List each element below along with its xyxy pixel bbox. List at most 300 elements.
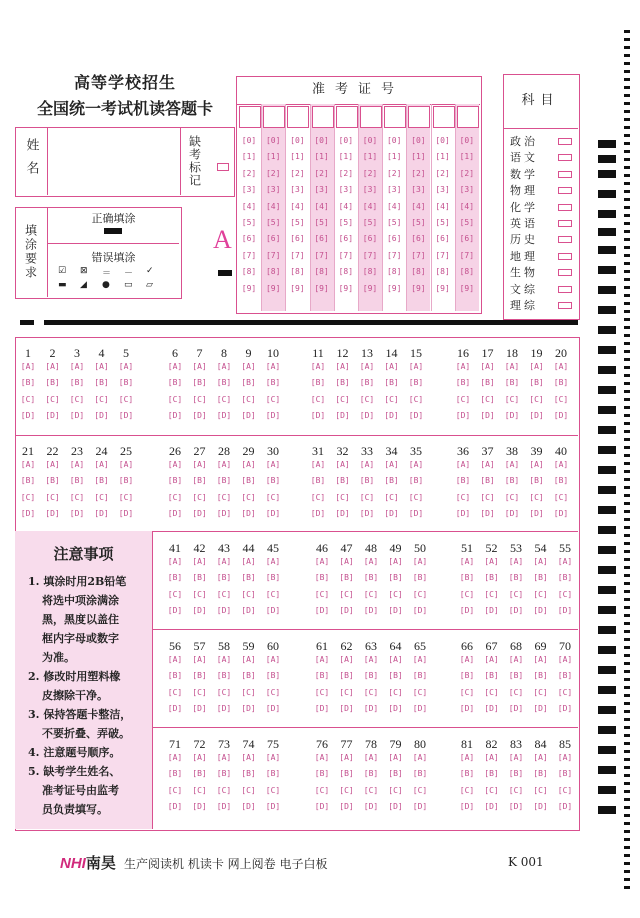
answer-bubble[interactable]: [B]: [484, 671, 499, 681]
exam-id-bubble[interactable]: [0]: [290, 136, 305, 145]
answer-bubble[interactable]: [A]: [408, 460, 424, 469]
answer-bubble[interactable]: [D]: [314, 704, 330, 714]
answer-bubble[interactable]: [C]: [529, 492, 544, 502]
answer-bubble[interactable]: [C]: [265, 785, 281, 795]
answer-bubble[interactable]: [C]: [408, 394, 424, 404]
answer-bubble[interactable]: [B]: [363, 573, 379, 583]
answer-bubble[interactable]: [B]: [557, 573, 573, 583]
answer-bubble[interactable]: [D]: [265, 606, 281, 616]
exam-id-bubble[interactable]: [0]: [459, 136, 475, 145]
answer-bubble[interactable]: [A]: [412, 557, 428, 566]
answer-bubble[interactable]: [A]: [384, 460, 399, 469]
answer-bubble[interactable]: [B]: [94, 378, 109, 388]
exam-id-bubble[interactable]: [9]: [435, 283, 450, 293]
exam-id-bubble[interactable]: [2]: [314, 168, 329, 178]
answer-bubble[interactable]: [C]: [557, 785, 573, 795]
answer-bubble[interactable]: [C]: [310, 492, 326, 502]
answer-bubble[interactable]: [A]: [118, 460, 134, 469]
answer-bubble[interactable]: [A]: [557, 655, 573, 664]
exam-id-bubble[interactable]: [7]: [265, 250, 281, 260]
exam-id-bubble[interactable]: [0]: [435, 136, 450, 145]
exam-id-bubble[interactable]: [0]: [241, 136, 257, 145]
answer-bubble[interactable]: [B]: [45, 378, 60, 388]
answer-bubble[interactable]: [B]: [508, 671, 524, 681]
answer-bubble[interactable]: [B]: [310, 378, 326, 388]
answer-bubble[interactable]: [B]: [216, 671, 232, 681]
answer-bubble[interactable]: [C]: [69, 394, 85, 404]
exam-id-bubble[interactable]: [2]: [459, 168, 475, 178]
answer-bubble[interactable]: [D]: [241, 411, 256, 421]
subject-option[interactable]: [510, 150, 580, 166]
answer-bubble[interactable]: [D]: [455, 509, 471, 519]
answer-bubble[interactable]: [D]: [314, 802, 330, 812]
answer-bubble[interactable]: [C]: [363, 687, 379, 697]
answer-bubble[interactable]: [D]: [69, 411, 85, 421]
answer-bubble[interactable]: [B]: [265, 573, 281, 583]
answer-bubble[interactable]: [B]: [359, 378, 375, 388]
answer-bubble[interactable]: [B]: [167, 671, 183, 681]
answer-bubble[interactable]: [D]: [167, 802, 183, 812]
answer-bubble[interactable]: [D]: [553, 509, 569, 519]
answer-bubble[interactable]: [A]: [484, 557, 499, 566]
answer-bubble[interactable]: [C]: [533, 785, 548, 795]
answer-bubble[interactable]: [C]: [241, 394, 256, 404]
answer-bubble[interactable]: [A]: [533, 753, 548, 762]
answer-bubble[interactable]: [B]: [216, 378, 232, 388]
answer-bubble[interactable]: [A]: [216, 655, 232, 664]
answer-bubble[interactable]: [C]: [412, 687, 428, 697]
answer-bubble[interactable]: [B]: [192, 378, 207, 388]
answer-bubble[interactable]: [B]: [533, 671, 548, 681]
exam-id-bubble[interactable]: [2]: [290, 168, 305, 178]
exam-id-bubble[interactable]: [2]: [338, 168, 354, 178]
answer-bubble[interactable]: [C]: [314, 589, 330, 599]
answer-bubble[interactable]: [D]: [455, 411, 471, 421]
answer-bubble[interactable]: [A]: [192, 655, 207, 664]
answer-bubble[interactable]: [B]: [388, 671, 403, 681]
answer-bubble[interactable]: [C]: [167, 785, 183, 795]
answer-bubble[interactable]: [A]: [557, 753, 573, 762]
answer-bubble[interactable]: [D]: [388, 802, 403, 812]
answer-bubble[interactable]: [D]: [20, 411, 36, 421]
answer-bubble[interactable]: [C]: [508, 687, 524, 697]
answer-bubble[interactable]: [A]: [310, 460, 326, 469]
answer-bubble[interactable]: [B]: [45, 476, 60, 486]
exam-id-bubble[interactable]: [2]: [265, 168, 281, 178]
answer-bubble[interactable]: [D]: [529, 411, 544, 421]
answer-bubble[interactable]: [D]: [529, 509, 544, 519]
exam-id-bubble[interactable]: [2]: [411, 168, 426, 178]
exam-id-bubble[interactable]: [3]: [411, 185, 426, 195]
answer-bubble[interactable]: [D]: [94, 411, 109, 421]
answer-bubble[interactable]: [B]: [192, 476, 207, 486]
exam-id-bubble[interactable]: [7]: [241, 250, 257, 260]
answer-bubble[interactable]: [A]: [94, 460, 109, 469]
answer-bubble[interactable]: [A]: [363, 557, 379, 566]
answer-bubble[interactable]: [C]: [265, 394, 281, 404]
answer-bubble[interactable]: [C]: [480, 394, 495, 404]
exam-id-bubble[interactable]: [4]: [362, 201, 378, 211]
answer-bubble[interactable]: [A]: [216, 557, 232, 566]
exam-id-bubble[interactable]: [3]: [386, 185, 402, 195]
answer-bubble[interactable]: [C]: [167, 589, 183, 599]
answer-bubble[interactable]: [A]: [504, 460, 520, 469]
answer-bubble[interactable]: [D]: [167, 411, 183, 421]
answer-bubble[interactable]: [A]: [241, 655, 256, 664]
answer-bubble[interactable]: [A]: [192, 460, 207, 469]
answer-bubble[interactable]: [C]: [310, 394, 326, 404]
answer-bubble[interactable]: [A]: [265, 460, 281, 469]
answer-bubble[interactable]: [C]: [335, 394, 350, 404]
exam-id-bubble[interactable]: [1]: [290, 152, 305, 162]
answer-bubble[interactable]: [D]: [384, 411, 399, 421]
exam-id-bubble[interactable]: [4]: [265, 201, 281, 211]
answer-bubble[interactable]: [C]: [265, 492, 281, 502]
answer-bubble[interactable]: [D]: [459, 704, 475, 714]
exam-id-bubble[interactable]: [3]: [435, 185, 450, 195]
answer-bubble[interactable]: [C]: [459, 785, 475, 795]
answer-bubble[interactable]: [D]: [359, 411, 375, 421]
exam-id-bubble[interactable]: [7]: [290, 250, 305, 260]
answer-bubble[interactable]: [B]: [359, 476, 375, 486]
answer-bubble[interactable]: [D]: [484, 606, 499, 616]
answer-bubble[interactable]: [A]: [167, 557, 183, 566]
answer-bubble[interactable]: [C]: [241, 687, 256, 697]
answer-bubble[interactable]: [C]: [408, 492, 424, 502]
answer-bubble[interactable]: [A]: [118, 362, 134, 371]
answer-bubble[interactable]: [A]: [94, 362, 109, 371]
exam-id-bubble[interactable]: [8]: [338, 267, 354, 277]
exam-id-bubble[interactable]: [7]: [459, 250, 475, 260]
subject-option[interactable]: [510, 134, 580, 150]
answer-bubble[interactable]: [A]: [314, 655, 330, 664]
answer-bubble[interactable]: [D]: [192, 411, 207, 421]
exam-id-bubble[interactable]: [3]: [362, 185, 378, 195]
subject-bubble[interactable]: [558, 220, 572, 227]
answer-bubble[interactable]: [D]: [339, 802, 354, 812]
answer-bubble[interactable]: [A]: [241, 753, 256, 762]
answer-bubble[interactable]: [D]: [216, 704, 232, 714]
exam-id-write-box[interactable]: [433, 106, 455, 128]
answer-bubble[interactable]: [B]: [553, 476, 569, 486]
answer-bubble[interactable]: [B]: [314, 671, 330, 681]
answer-bubble[interactable]: [A]: [508, 655, 524, 664]
answer-bubble[interactable]: [D]: [265, 704, 281, 714]
exam-id-bubble[interactable]: [7]: [314, 250, 329, 260]
exam-id-bubble[interactable]: [6]: [362, 234, 378, 244]
answer-bubble[interactable]: [D]: [412, 802, 428, 812]
answer-bubble[interactable]: [C]: [459, 687, 475, 697]
answer-bubble[interactable]: [C]: [167, 687, 183, 697]
answer-bubble[interactable]: [A]: [216, 753, 232, 762]
exam-id-bubble[interactable]: [0]: [411, 136, 426, 145]
answer-bubble[interactable]: [B]: [20, 378, 36, 388]
exam-id-bubble[interactable]: [6]: [435, 234, 450, 244]
answer-bubble[interactable]: [B]: [69, 378, 85, 388]
answer-bubble[interactable]: [B]: [167, 476, 183, 486]
answer-bubble[interactable]: [A]: [339, 655, 354, 664]
answer-bubble[interactable]: [D]: [363, 606, 379, 616]
answer-bubble[interactable]: [C]: [339, 589, 354, 599]
exam-id-bubble[interactable]: [6]: [314, 234, 329, 244]
exam-id-bubble[interactable]: [6]: [290, 234, 305, 244]
answer-bubble[interactable]: [A]: [480, 362, 495, 371]
answer-bubble[interactable]: [B]: [484, 769, 499, 779]
answer-bubble[interactable]: [C]: [265, 687, 281, 697]
subject-bubble[interactable]: [558, 171, 572, 178]
subject-bubble[interactable]: [558, 154, 572, 161]
answer-bubble[interactable]: [C]: [241, 785, 256, 795]
answer-bubble[interactable]: [A]: [265, 362, 281, 371]
exam-id-bubble[interactable]: [0]: [362, 136, 378, 145]
answer-bubble[interactable]: [B]: [529, 378, 544, 388]
answer-bubble[interactable]: [D]: [557, 606, 573, 616]
answer-bubble[interactable]: [B]: [216, 476, 232, 486]
answer-bubble[interactable]: [A]: [216, 362, 232, 371]
answer-bubble[interactable]: [B]: [335, 476, 350, 486]
exam-id-bubble[interactable]: [9]: [290, 283, 305, 293]
answer-bubble[interactable]: [D]: [408, 509, 424, 519]
answer-bubble[interactable]: [A]: [553, 362, 569, 371]
answer-bubble[interactable]: [D]: [265, 802, 281, 812]
answer-bubble[interactable]: [A]: [408, 362, 424, 371]
answer-bubble[interactable]: [C]: [192, 785, 207, 795]
answer-bubble[interactable]: [B]: [118, 476, 134, 486]
answer-bubble[interactable]: [B]: [504, 476, 520, 486]
exam-id-bubble[interactable]: [7]: [386, 250, 402, 260]
answer-bubble[interactable]: [A]: [265, 753, 281, 762]
answer-bubble[interactable]: [A]: [455, 362, 471, 371]
answer-bubble[interactable]: [A]: [480, 460, 495, 469]
exam-id-bubble[interactable]: [5]: [241, 218, 257, 227]
exam-id-bubble[interactable]: [5]: [265, 218, 281, 227]
answer-bubble[interactable]: [D]: [363, 802, 379, 812]
answer-bubble[interactable]: [B]: [265, 378, 281, 388]
exam-id-write-box[interactable]: [408, 106, 430, 128]
answer-bubble[interactable]: [D]: [553, 411, 569, 421]
answer-bubble[interactable]: [D]: [388, 704, 403, 714]
answer-bubble[interactable]: [D]: [192, 704, 207, 714]
exam-id-bubble[interactable]: [1]: [241, 152, 257, 162]
exam-id-bubble[interactable]: [6]: [265, 234, 281, 244]
answer-bubble[interactable]: [D]: [216, 411, 232, 421]
answer-bubble[interactable]: [C]: [20, 492, 36, 502]
answer-bubble[interactable]: [A]: [533, 655, 548, 664]
answer-bubble[interactable]: [B]: [480, 476, 495, 486]
answer-bubble[interactable]: [B]: [192, 671, 207, 681]
answer-bubble[interactable]: [B]: [241, 769, 256, 779]
answer-bubble[interactable]: [A]: [241, 460, 256, 469]
answer-bubble[interactable]: [C]: [504, 492, 520, 502]
exam-id-write-box[interactable]: [287, 106, 309, 128]
answer-bubble[interactable]: [D]: [508, 802, 524, 812]
answer-bubble[interactable]: [B]: [533, 573, 548, 583]
exam-id-bubble[interactable]: [4]: [290, 201, 305, 211]
answer-bubble[interactable]: [A]: [459, 753, 475, 762]
answer-bubble[interactable]: [D]: [192, 606, 207, 616]
answer-bubble[interactable]: [C]: [192, 687, 207, 697]
answer-bubble[interactable]: [B]: [314, 573, 330, 583]
answer-bubble[interactable]: [D]: [265, 509, 281, 519]
answer-bubble[interactable]: [D]: [339, 606, 354, 616]
answer-bubble[interactable]: [A]: [310, 362, 326, 371]
answer-bubble[interactable]: [D]: [557, 802, 573, 812]
answer-bubble[interactable]: [B]: [192, 573, 207, 583]
answer-bubble[interactable]: [C]: [192, 394, 207, 404]
exam-id-write-box[interactable]: [384, 106, 406, 128]
answer-bubble[interactable]: [B]: [508, 769, 524, 779]
answer-bubble[interactable]: [D]: [339, 704, 354, 714]
answer-bubble[interactable]: [B]: [216, 769, 232, 779]
answer-bubble[interactable]: [B]: [335, 378, 350, 388]
exam-id-write-box[interactable]: [360, 106, 382, 128]
subject-option[interactable]: [510, 232, 580, 248]
answer-bubble[interactable]: [B]: [69, 476, 85, 486]
answer-bubble[interactable]: [B]: [553, 378, 569, 388]
answer-bubble[interactable]: [D]: [484, 802, 499, 812]
answer-bubble[interactable]: [A]: [363, 655, 379, 664]
answer-bubble[interactable]: [A]: [459, 557, 475, 566]
exam-id-bubble[interactable]: [5]: [338, 218, 354, 227]
answer-bubble[interactable]: [A]: [314, 557, 330, 566]
answer-bubble[interactable]: [D]: [533, 704, 548, 714]
answer-bubble[interactable]: [D]: [459, 802, 475, 812]
answer-bubble[interactable]: [C]: [192, 492, 207, 502]
subject-bubble[interactable]: [558, 253, 572, 260]
answer-bubble[interactable]: [C]: [533, 589, 548, 599]
answer-bubble[interactable]: [C]: [216, 492, 232, 502]
answer-bubble[interactable]: [B]: [412, 573, 428, 583]
answer-bubble[interactable]: [C]: [412, 589, 428, 599]
answer-bubble[interactable]: [B]: [455, 476, 471, 486]
exam-id-bubble[interactable]: [4]: [435, 201, 450, 211]
exam-id-bubble[interactable]: [1]: [265, 152, 281, 162]
exam-id-bubble[interactable]: [8]: [241, 267, 257, 277]
answer-bubble[interactable]: [A]: [504, 362, 520, 371]
answer-bubble[interactable]: [A]: [553, 460, 569, 469]
answer-bubble[interactable]: [D]: [69, 509, 85, 519]
exam-id-bubble[interactable]: [7]: [435, 250, 450, 260]
answer-bubble[interactable]: [A]: [192, 362, 207, 371]
exam-id-bubble[interactable]: [6]: [386, 234, 402, 244]
answer-bubble[interactable]: [A]: [69, 460, 85, 469]
answer-bubble[interactable]: [C]: [459, 589, 475, 599]
answer-bubble[interactable]: [A]: [265, 557, 281, 566]
exam-id-write-box[interactable]: [312, 106, 334, 128]
answer-bubble[interactable]: [B]: [388, 769, 403, 779]
exam-id-bubble[interactable]: [4]: [241, 201, 257, 211]
answer-bubble[interactable]: [D]: [459, 606, 475, 616]
exam-id-bubble[interactable]: [9]: [362, 283, 378, 293]
answer-bubble[interactable]: [A]: [359, 362, 375, 371]
exam-id-bubble[interactable]: [5]: [459, 218, 475, 227]
answer-bubble[interactable]: [D]: [335, 411, 350, 421]
answer-bubble[interactable]: [A]: [455, 460, 471, 469]
answer-bubble[interactable]: [B]: [388, 573, 403, 583]
answer-bubble[interactable]: [C]: [192, 589, 207, 599]
answer-bubble[interactable]: [D]: [45, 411, 60, 421]
answer-bubble[interactable]: [D]: [504, 411, 520, 421]
exam-id-bubble[interactable]: [6]: [241, 234, 257, 244]
answer-bubble[interactable]: [D]: [533, 802, 548, 812]
answer-bubble[interactable]: [C]: [484, 785, 499, 795]
answer-bubble[interactable]: [D]: [480, 411, 495, 421]
answer-bubble[interactable]: [D]: [94, 509, 109, 519]
exam-id-bubble[interactable]: [8]: [386, 267, 402, 277]
answer-bubble[interactable]: [C]: [484, 589, 499, 599]
answer-bubble[interactable]: [B]: [529, 476, 544, 486]
answer-bubble[interactable]: [A]: [388, 753, 403, 762]
answer-bubble[interactable]: [B]: [192, 769, 207, 779]
answer-bubble[interactable]: [D]: [216, 509, 232, 519]
exam-id-bubble[interactable]: [5]: [290, 218, 305, 227]
exam-id-bubble[interactable]: [1]: [386, 152, 402, 162]
exam-id-bubble[interactable]: [5]: [411, 218, 426, 227]
exam-id-bubble[interactable]: [5]: [362, 218, 378, 227]
answer-bubble[interactable]: [B]: [339, 671, 354, 681]
answer-bubble[interactable]: [B]: [167, 378, 183, 388]
answer-bubble[interactable]: [B]: [363, 671, 379, 681]
answer-bubble[interactable]: [A]: [412, 655, 428, 664]
answer-bubble[interactable]: [A]: [241, 362, 256, 371]
answer-bubble[interactable]: [B]: [484, 573, 499, 583]
answer-bubble[interactable]: [D]: [480, 509, 495, 519]
answer-bubble[interactable]: [C]: [20, 394, 36, 404]
answer-bubble[interactable]: [B]: [167, 769, 183, 779]
exam-id-bubble[interactable]: [9]: [411, 283, 426, 293]
answer-bubble[interactable]: [A]: [459, 655, 475, 664]
answer-bubble[interactable]: [C]: [388, 687, 403, 697]
answer-bubble[interactable]: [D]: [314, 606, 330, 616]
answer-bubble[interactable]: [D]: [167, 509, 183, 519]
answer-bubble[interactable]: [A]: [314, 753, 330, 762]
answer-bubble[interactable]: [D]: [265, 411, 281, 421]
exam-id-bubble[interactable]: [0]: [265, 136, 281, 145]
exam-id-bubble[interactable]: [8]: [265, 267, 281, 277]
answer-bubble[interactable]: [A]: [363, 753, 379, 762]
answer-bubble[interactable]: [D]: [45, 509, 60, 519]
answer-bubble[interactable]: [C]: [167, 492, 183, 502]
exam-id-bubble[interactable]: [4]: [338, 201, 354, 211]
answer-bubble[interactable]: [B]: [310, 476, 326, 486]
answer-bubble[interactable]: [C]: [216, 589, 232, 599]
answer-bubble[interactable]: [C]: [508, 589, 524, 599]
answer-bubble[interactable]: [A]: [216, 460, 232, 469]
answer-bubble[interactable]: [B]: [408, 378, 424, 388]
answer-bubble[interactable]: [D]: [533, 606, 548, 616]
answer-bubble[interactable]: [C]: [384, 394, 399, 404]
exam-id-bubble[interactable]: [0]: [386, 136, 402, 145]
exam-id-bubble[interactable]: [1]: [314, 152, 329, 162]
exam-id-bubble[interactable]: [9]: [459, 283, 475, 293]
answer-bubble[interactable]: [C]: [553, 492, 569, 502]
subject-bubble[interactable]: [558, 138, 572, 145]
answer-bubble[interactable]: [D]: [167, 606, 183, 616]
answer-bubble[interactable]: [A]: [192, 753, 207, 762]
exam-id-bubble[interactable]: [7]: [362, 250, 378, 260]
answer-bubble[interactable]: [A]: [508, 753, 524, 762]
answer-bubble[interactable]: [D]: [412, 606, 428, 616]
answer-bubble[interactable]: [B]: [459, 573, 475, 583]
answer-bubble[interactable]: [A]: [20, 362, 36, 371]
answer-bubble[interactable]: [C]: [359, 492, 375, 502]
exam-id-bubble[interactable]: [5]: [386, 218, 402, 227]
answer-bubble[interactable]: [C]: [167, 394, 183, 404]
subject-bubble[interactable]: [558, 204, 572, 211]
answer-bubble[interactable]: [C]: [484, 687, 499, 697]
answer-bubble[interactable]: [A]: [484, 655, 499, 664]
answer-bubble[interactable]: [C]: [69, 492, 85, 502]
